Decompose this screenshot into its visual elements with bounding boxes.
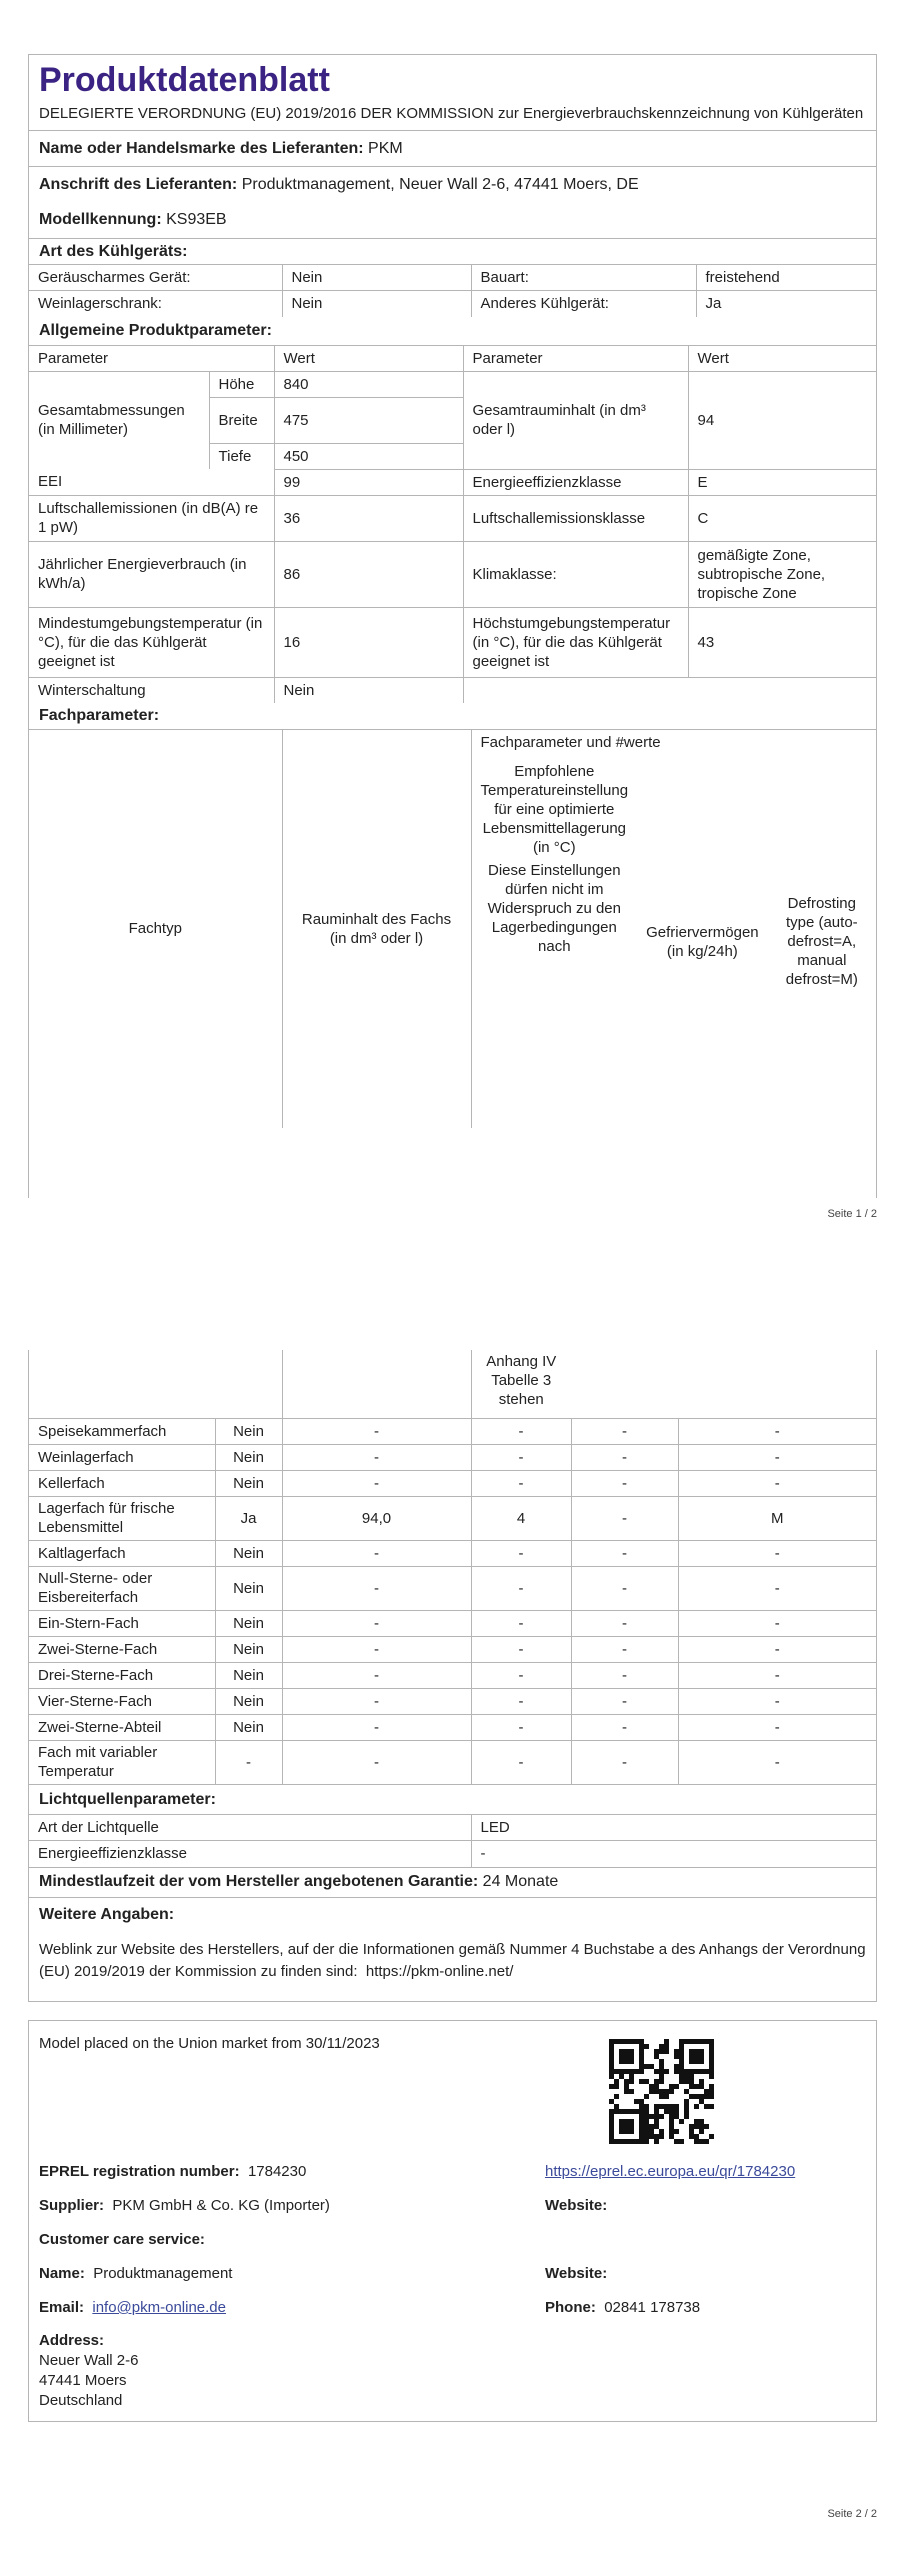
cell-volume: - (282, 1418, 471, 1444)
column-header-temp (471, 756, 637, 1128)
further-text: Weblink zur Website des Herstellers, auf der die Informationen gemäß Nummer 4 Buchstabe a des Anhangs der Verordnung (EU) 2019/2019 der Kommission zu finden sind: (39, 1940, 866, 1980)
cell-volume: - (282, 1540, 471, 1566)
table-row (29, 1662, 876, 1688)
table-row (29, 495, 876, 541)
temp-header-part1: Empfohlene Temperatureinstellung für eine optimierte Lebensmittellagerung (in °C) (480, 762, 629, 856)
cell-freeze: - (571, 1662, 678, 1688)
cell-temp: - (471, 1740, 571, 1784)
table-row (29, 1636, 876, 1662)
table-row (29, 469, 876, 495)
energy-class-value: E (688, 469, 876, 495)
column-header-volume: Rauminhalt des Fachs (in dm³ oder l) (282, 730, 471, 1128)
page-1 (0, 0, 905, 1240)
general-heading-text: Allgemeine Produktparameter: (39, 321, 272, 339)
column-header-defrost: Defrosting type (auto-defrost=A, manual defrost=M) (785, 895, 858, 988)
cell-value: Ja (696, 291, 876, 317)
model-label: Modellkennung: (39, 211, 162, 228)
cell-temp: - (471, 1444, 571, 1470)
table-row (29, 730, 876, 756)
dimension-height-value: 840 (274, 371, 463, 397)
cell-temp: - (471, 1688, 571, 1714)
noise-value: 36 (274, 495, 463, 541)
cell-type: Zwei-Sterne-Abteil (29, 1714, 215, 1740)
supplier-address-value: Produktmanagement, Neuer Wall 2-6, 47441 Moers, DE (241, 175, 639, 193)
compartments-rows (29, 1418, 876, 1784)
cell-temp: 4 (471, 1496, 571, 1540)
column-header: Parameter (29, 345, 274, 371)
eei-label: EEI (38, 473, 63, 491)
cell-volume: - (282, 1610, 471, 1636)
page-title: Produktdatenblatt (39, 61, 330, 99)
cell-temp: - (471, 1566, 571, 1610)
table-row (29, 291, 876, 317)
care-address-block (39, 2331, 138, 2411)
manufacturer-url: https://pkm-online.net/ (365, 1962, 514, 1980)
supplier-name-label: Name oder Handelsmarke des Lieferanten: (39, 139, 364, 157)
light-class-label: Energieeffizienzklasse (29, 1841, 471, 1867)
light-heading-text: Lichtquellenparameter: (39, 1790, 216, 1808)
light-table (29, 1814, 876, 1867)
market-placement: Model placed on the Union market from 30/11/2023 (39, 2035, 380, 2052)
supplier-website-label: Website: (545, 2197, 608, 2214)
cell-present: Nein (215, 1540, 282, 1566)
table-row (29, 1470, 876, 1496)
table-row (29, 1740, 876, 1784)
cell-defrost: - (678, 1610, 876, 1636)
cell-defrost: - (678, 1636, 876, 1662)
cell-volume: - (282, 1714, 471, 1740)
cell-freeze: - (571, 1444, 678, 1470)
page-2 (0, 1240, 905, 2560)
cell-present: Nein (215, 1444, 282, 1470)
cell-freeze: - (571, 1636, 678, 1662)
appliance-type-heading (29, 238, 876, 264)
cell-defrost: - (678, 1540, 876, 1566)
winter-label: Winterschaltung (29, 677, 274, 703)
eprel-reg-value: 1784230 (247, 2163, 307, 2180)
table-row (29, 1610, 876, 1636)
eei-value: 99 (274, 469, 463, 495)
cell-label: Anderes Kühlgerät: (471, 291, 696, 317)
dimension-width-value: 475 (274, 397, 463, 443)
eprel-reg-label: EPREL registration number: (39, 2163, 240, 2180)
cell-defrost: - (678, 1444, 876, 1470)
supplier-name-row (29, 130, 876, 166)
table-row (29, 371, 876, 397)
cell-type: Null-Sterne- oder Eisbereiterfach (29, 1566, 215, 1610)
volume-value: 94 (688, 371, 876, 469)
care-address-label: Address: (39, 2332, 105, 2349)
page-number-2: Seite 2 / 2 (827, 2508, 877, 2520)
volume-label: Gesamtrauminhalt (in dm³ oder l) (463, 371, 688, 469)
care-email-label: Email: (39, 2299, 85, 2316)
column-group-header: Fachparameter und #werte (471, 730, 876, 756)
energy-consumption-value: 86 (274, 541, 463, 607)
table-row (29, 1540, 876, 1566)
light-type-value: LED (471, 1815, 876, 1841)
further-heading (29, 1897, 876, 1933)
cell-volume: - (282, 1636, 471, 1662)
table-row (29, 1714, 876, 1740)
care-name-label: Name: (39, 2265, 85, 2282)
cell-value: Nein (282, 291, 471, 317)
care-phone-row (545, 2299, 700, 2316)
further-text-block (29, 1933, 876, 1989)
cell-temp: - (471, 1662, 571, 1688)
cell-present: Nein (215, 1566, 282, 1610)
care-website-label: Website: (545, 2265, 608, 2282)
address-line: 47441 Moers (39, 2372, 127, 2389)
noise-class-value: C (688, 495, 876, 541)
cell-volume: - (282, 1444, 471, 1470)
cell-type: Weinlagerfach (29, 1444, 215, 1470)
cell-label: Weinlagerschrank: (29, 291, 282, 317)
cell-freeze: - (571, 1688, 678, 1714)
datasheet-page2 (28, 1350, 877, 2002)
cell-present: Nein (215, 1610, 282, 1636)
care-phone-label: Phone: (545, 2299, 596, 2316)
empty-cell (463, 677, 876, 703)
table-row (29, 677, 876, 703)
cell-volume: - (282, 1566, 471, 1610)
max-temp-label: Höchstumgebungstemperatur (in °C), für die das Kühlgerät geeignet ist (463, 607, 688, 677)
compartments-table (29, 1350, 876, 1784)
cell-defrost: - (678, 1566, 876, 1610)
eprel-reg-row (39, 2163, 306, 2180)
cell-temp: - (471, 1636, 571, 1662)
cell-temp: - (471, 1470, 571, 1496)
table-row (29, 345, 876, 371)
cell-type: Fach mit variabler Temperatur (29, 1740, 215, 1784)
cell-label: Geräuscharmes Gerät: (29, 265, 282, 291)
max-temp-value: 43 (688, 607, 876, 677)
energy-consumption-label: Jährlicher Energieverbrauch (in kWh/a) (29, 541, 274, 607)
qr-code[interactable] (609, 2039, 714, 2144)
cell-volume: - (282, 1662, 471, 1688)
page-number-1: Seite 1 / 2 (827, 1208, 877, 1220)
table-row (29, 1841, 876, 1867)
general-heading (29, 317, 876, 345)
table-row (29, 1350, 876, 1418)
min-temp-label: Mindestumgebungstemperatur (in °C), für die das Kühlgerät geeignet ist (29, 607, 274, 677)
regulation-text: DELEGIERTE VERORDNUNG (EU) 2019/2016 DER KOMMISSION zur Energieverbrauchskennzeichnung von Kühlgeräten (39, 105, 864, 122)
eprel-box (28, 2020, 877, 2422)
compartments-heading-text: Fachparameter: (39, 707, 160, 724)
supplier-name-value: PKM (368, 139, 403, 157)
cell-freeze: - (571, 1496, 678, 1540)
cell-volume: - (282, 1688, 471, 1714)
cell-freeze: - (571, 1540, 678, 1566)
cell-defrost: - (678, 1470, 876, 1496)
cell-present: - (215, 1740, 282, 1784)
empty-cell (678, 1350, 876, 1418)
column-header: Wert (688, 345, 876, 371)
warranty-value: 24 Monate (482, 1873, 559, 1890)
cell-type: Zwei-Sterne-Fach (29, 1636, 215, 1662)
compartments-header-table-p1 (29, 729, 876, 1128)
empty-cell (282, 1350, 471, 1418)
cell-freeze: - (571, 1714, 678, 1740)
customer-care-heading: Customer care service: (39, 2231, 205, 2248)
cell-temp: - (471, 1540, 571, 1566)
warranty-row (29, 1867, 876, 1897)
table-row (29, 1418, 876, 1444)
column-header: Wert (274, 345, 463, 371)
cell-defrost: M (678, 1496, 876, 1540)
cell-present: Ja (215, 1496, 282, 1540)
cell-type: Ein-Stern-Fach (29, 1610, 215, 1636)
column-header-type: Fachtyp (29, 730, 282, 1128)
eprel-url-row (545, 2163, 795, 2180)
table-row (29, 1444, 876, 1470)
cell-freeze: - (571, 1418, 678, 1444)
table-row (29, 1688, 876, 1714)
cell-type: Drei-Sterne-Fach (29, 1662, 215, 1688)
column-header: Parameter (463, 345, 688, 371)
light-class-value: - (471, 1841, 876, 1867)
cell-defrost: - (678, 1714, 876, 1740)
cell-present: Nein (215, 1636, 282, 1662)
appliance-type-heading-text: Art des Kühlgeräts: (39, 242, 188, 260)
winter-value: Nein (274, 677, 463, 703)
light-heading (29, 1784, 876, 1814)
cell-volume: 94,0 (282, 1496, 471, 1540)
cell-present: Nein (215, 1688, 282, 1714)
cell-temp: - (471, 1418, 571, 1444)
model-row (29, 202, 876, 238)
cell-value: freistehend (696, 265, 876, 291)
cell-present: Nein (215, 1714, 282, 1740)
supplier-address-label: Anschrift des Lieferanten: (39, 175, 238, 193)
cell-type: Kellerfach (29, 1470, 215, 1496)
cell-type: Speisekammerfach (29, 1418, 215, 1444)
cell-present: Nein (215, 1662, 282, 1688)
model-value: KS93EB (166, 211, 227, 228)
general-params-table (29, 345, 876, 704)
datasheet-page1 (28, 54, 877, 1198)
empty-cell (571, 1350, 678, 1418)
cell-value: Nein (282, 265, 471, 291)
warranty-label: Mindestlaufzeit der vom Hersteller angebotenen Garantie: (39, 1873, 479, 1890)
temp-header-part3: Anhang IV Tabelle 3 stehen (471, 1350, 571, 1418)
care-phone-value: 02841 178738 (604, 2299, 701, 2316)
cell-freeze: - (571, 1610, 678, 1636)
care-name-row (39, 2265, 232, 2282)
dimension-height-label: Höhe (209, 371, 274, 397)
table-row (29, 1815, 876, 1841)
dimension-depth-label: Tiefe (209, 443, 274, 469)
climate-class-value: gemäßigte Zone, subtropische Zone, tropische Zone (688, 541, 876, 607)
dimension-width-label: Breite (209, 397, 274, 443)
further-heading-text: Weitere Angaben: (39, 1906, 175, 1923)
cell-defrost: - (678, 1740, 876, 1784)
address-line: Neuer Wall 2-6 (39, 2352, 139, 2369)
temp-header-part2: Diese Einstellungen dürfen nicht im Widerspruch zu den Lagerbedingungen nach (487, 861, 621, 955)
care-email-row (39, 2299, 226, 2316)
supplier-row (39, 2197, 330, 2214)
cell-volume: - (282, 1740, 471, 1784)
table-row (29, 265, 876, 291)
energy-class-label: Energieeffizienzklasse (463, 469, 688, 495)
cell-type: Vier-Sterne-Fach (29, 1688, 215, 1714)
care-name-value: Produktmanagement (93, 2265, 233, 2282)
eprel-link[interactable]: https://eprel.ec.europa.eu/qr/1784230 (545, 2163, 796, 2180)
cell-present: Nein (215, 1418, 282, 1444)
noise-class-label: Luftschallemissionsklasse (463, 495, 688, 541)
appliance-type-table (29, 264, 876, 317)
climate-class-label: Klimaklasse: (463, 541, 688, 607)
column-header-freeze: Gefriervermögen (in kg/24h) (646, 923, 759, 960)
table-row (29, 1566, 876, 1610)
table-row (29, 1496, 876, 1540)
cell-type: Kaltlagerfach (29, 1540, 215, 1566)
cell-defrost: - (678, 1662, 876, 1688)
cell-type: Lagerfach für frische Lebensmittel (29, 1496, 215, 1540)
cell-freeze: - (571, 1566, 678, 1610)
cell-temp: - (471, 1714, 571, 1740)
cell-defrost: - (678, 1688, 876, 1714)
care-email-link[interactable]: info@pkm-online.de (92, 2299, 226, 2316)
cell-volume: - (282, 1470, 471, 1496)
table-row (29, 607, 876, 677)
dimension-depth-value: 450 (274, 443, 463, 469)
min-temp-value: 16 (274, 607, 463, 677)
table-row (29, 541, 876, 607)
cell-freeze: - (571, 1470, 678, 1496)
supplier-label: Supplier: (39, 2197, 105, 2214)
compartments-heading (29, 703, 876, 729)
cell-defrost: - (678, 1418, 876, 1444)
cell-temp: - (471, 1610, 571, 1636)
cell-label: Bauart: (471, 265, 696, 291)
noise-label: Luftschallemissionen (in dB(A) re 1 pW) (29, 495, 274, 541)
cell-freeze: - (571, 1740, 678, 1784)
light-type-label: Art der Lichtquelle (29, 1815, 471, 1841)
cell-present: Nein (215, 1470, 282, 1496)
supplier-value: PKM GmbH & Co. KG (Importer) (112, 2197, 330, 2214)
empty-cell (29, 1350, 282, 1418)
supplier-address-row (29, 166, 876, 202)
dimensions-label: Gesamtabmessungen (in Millimeter) (29, 371, 209, 469)
address-line: Deutschland (39, 2392, 123, 2409)
